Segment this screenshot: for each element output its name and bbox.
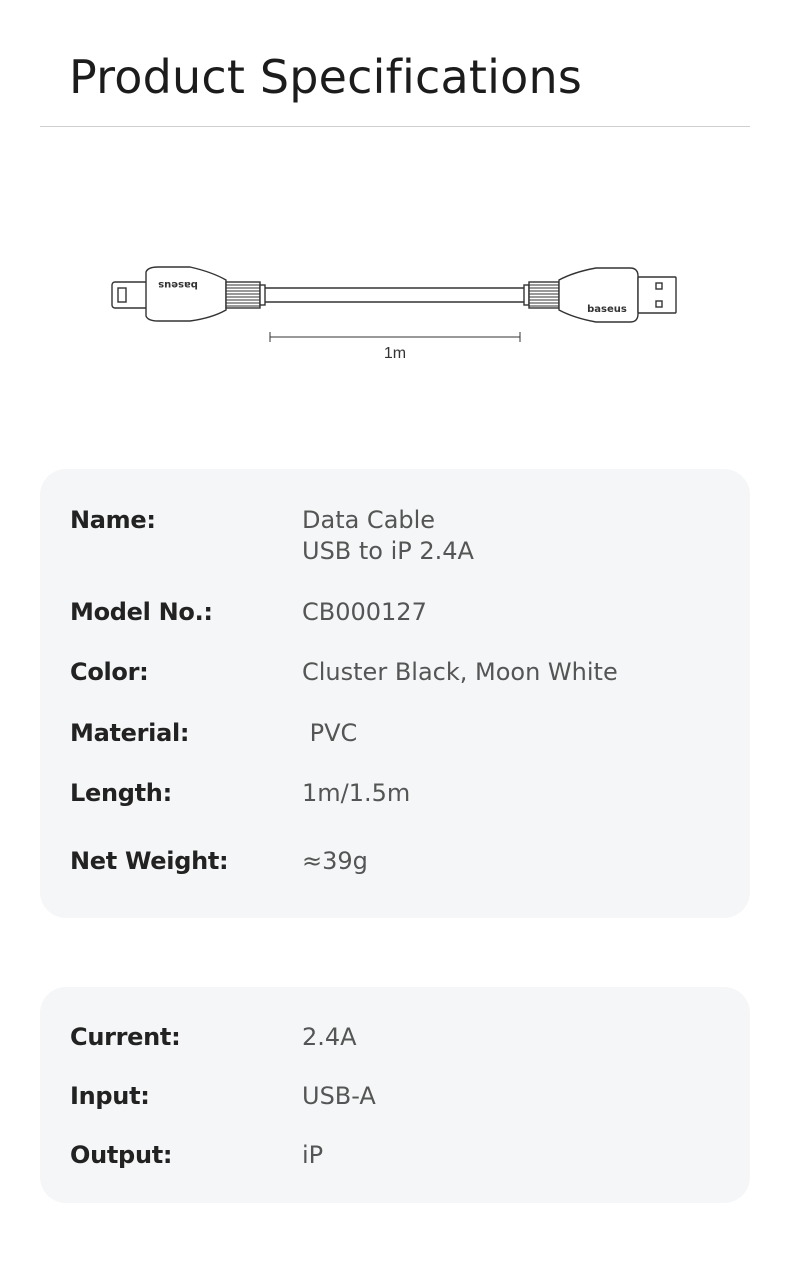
spec-value: iP xyxy=(302,1141,324,1169)
spec-value: CB000127 xyxy=(302,598,427,626)
spec-value: 1m/1.5m xyxy=(302,779,411,807)
right-strain-relief xyxy=(529,282,559,308)
page-title: Product Specifications xyxy=(69,50,582,104)
spec-label: Color: xyxy=(70,658,149,686)
right-brand-mark: baseus xyxy=(587,304,627,315)
spec-label: Model No.: xyxy=(70,598,213,626)
left-connector-housing xyxy=(146,267,226,321)
spec-value: ≈39g xyxy=(302,847,368,875)
spec-label: Length: xyxy=(70,779,172,807)
spec-label: Current: xyxy=(70,1023,181,1051)
spec-label: Material: xyxy=(70,719,190,747)
title-divider xyxy=(40,126,750,127)
left-brand-mark: baseus xyxy=(158,279,198,290)
spec-value: USB-A xyxy=(302,1082,376,1110)
spec-card-general xyxy=(40,469,750,918)
spec-value: Data Cable USB to iP 2.4A xyxy=(302,506,474,565)
spec-label: Name: xyxy=(70,506,156,534)
spec-value: PVC xyxy=(302,719,358,747)
length-label: 1m xyxy=(383,345,407,362)
spec-card-electrical xyxy=(40,987,750,1203)
spec-label: Net Weight: xyxy=(70,847,229,875)
spec-label: Output: xyxy=(70,1141,173,1169)
left-strain-relief xyxy=(226,282,260,308)
spec-value: Cluster Black, Moon White xyxy=(302,658,618,686)
spec-label: Input: xyxy=(70,1082,150,1110)
spec-value: 2.4A xyxy=(302,1023,357,1051)
